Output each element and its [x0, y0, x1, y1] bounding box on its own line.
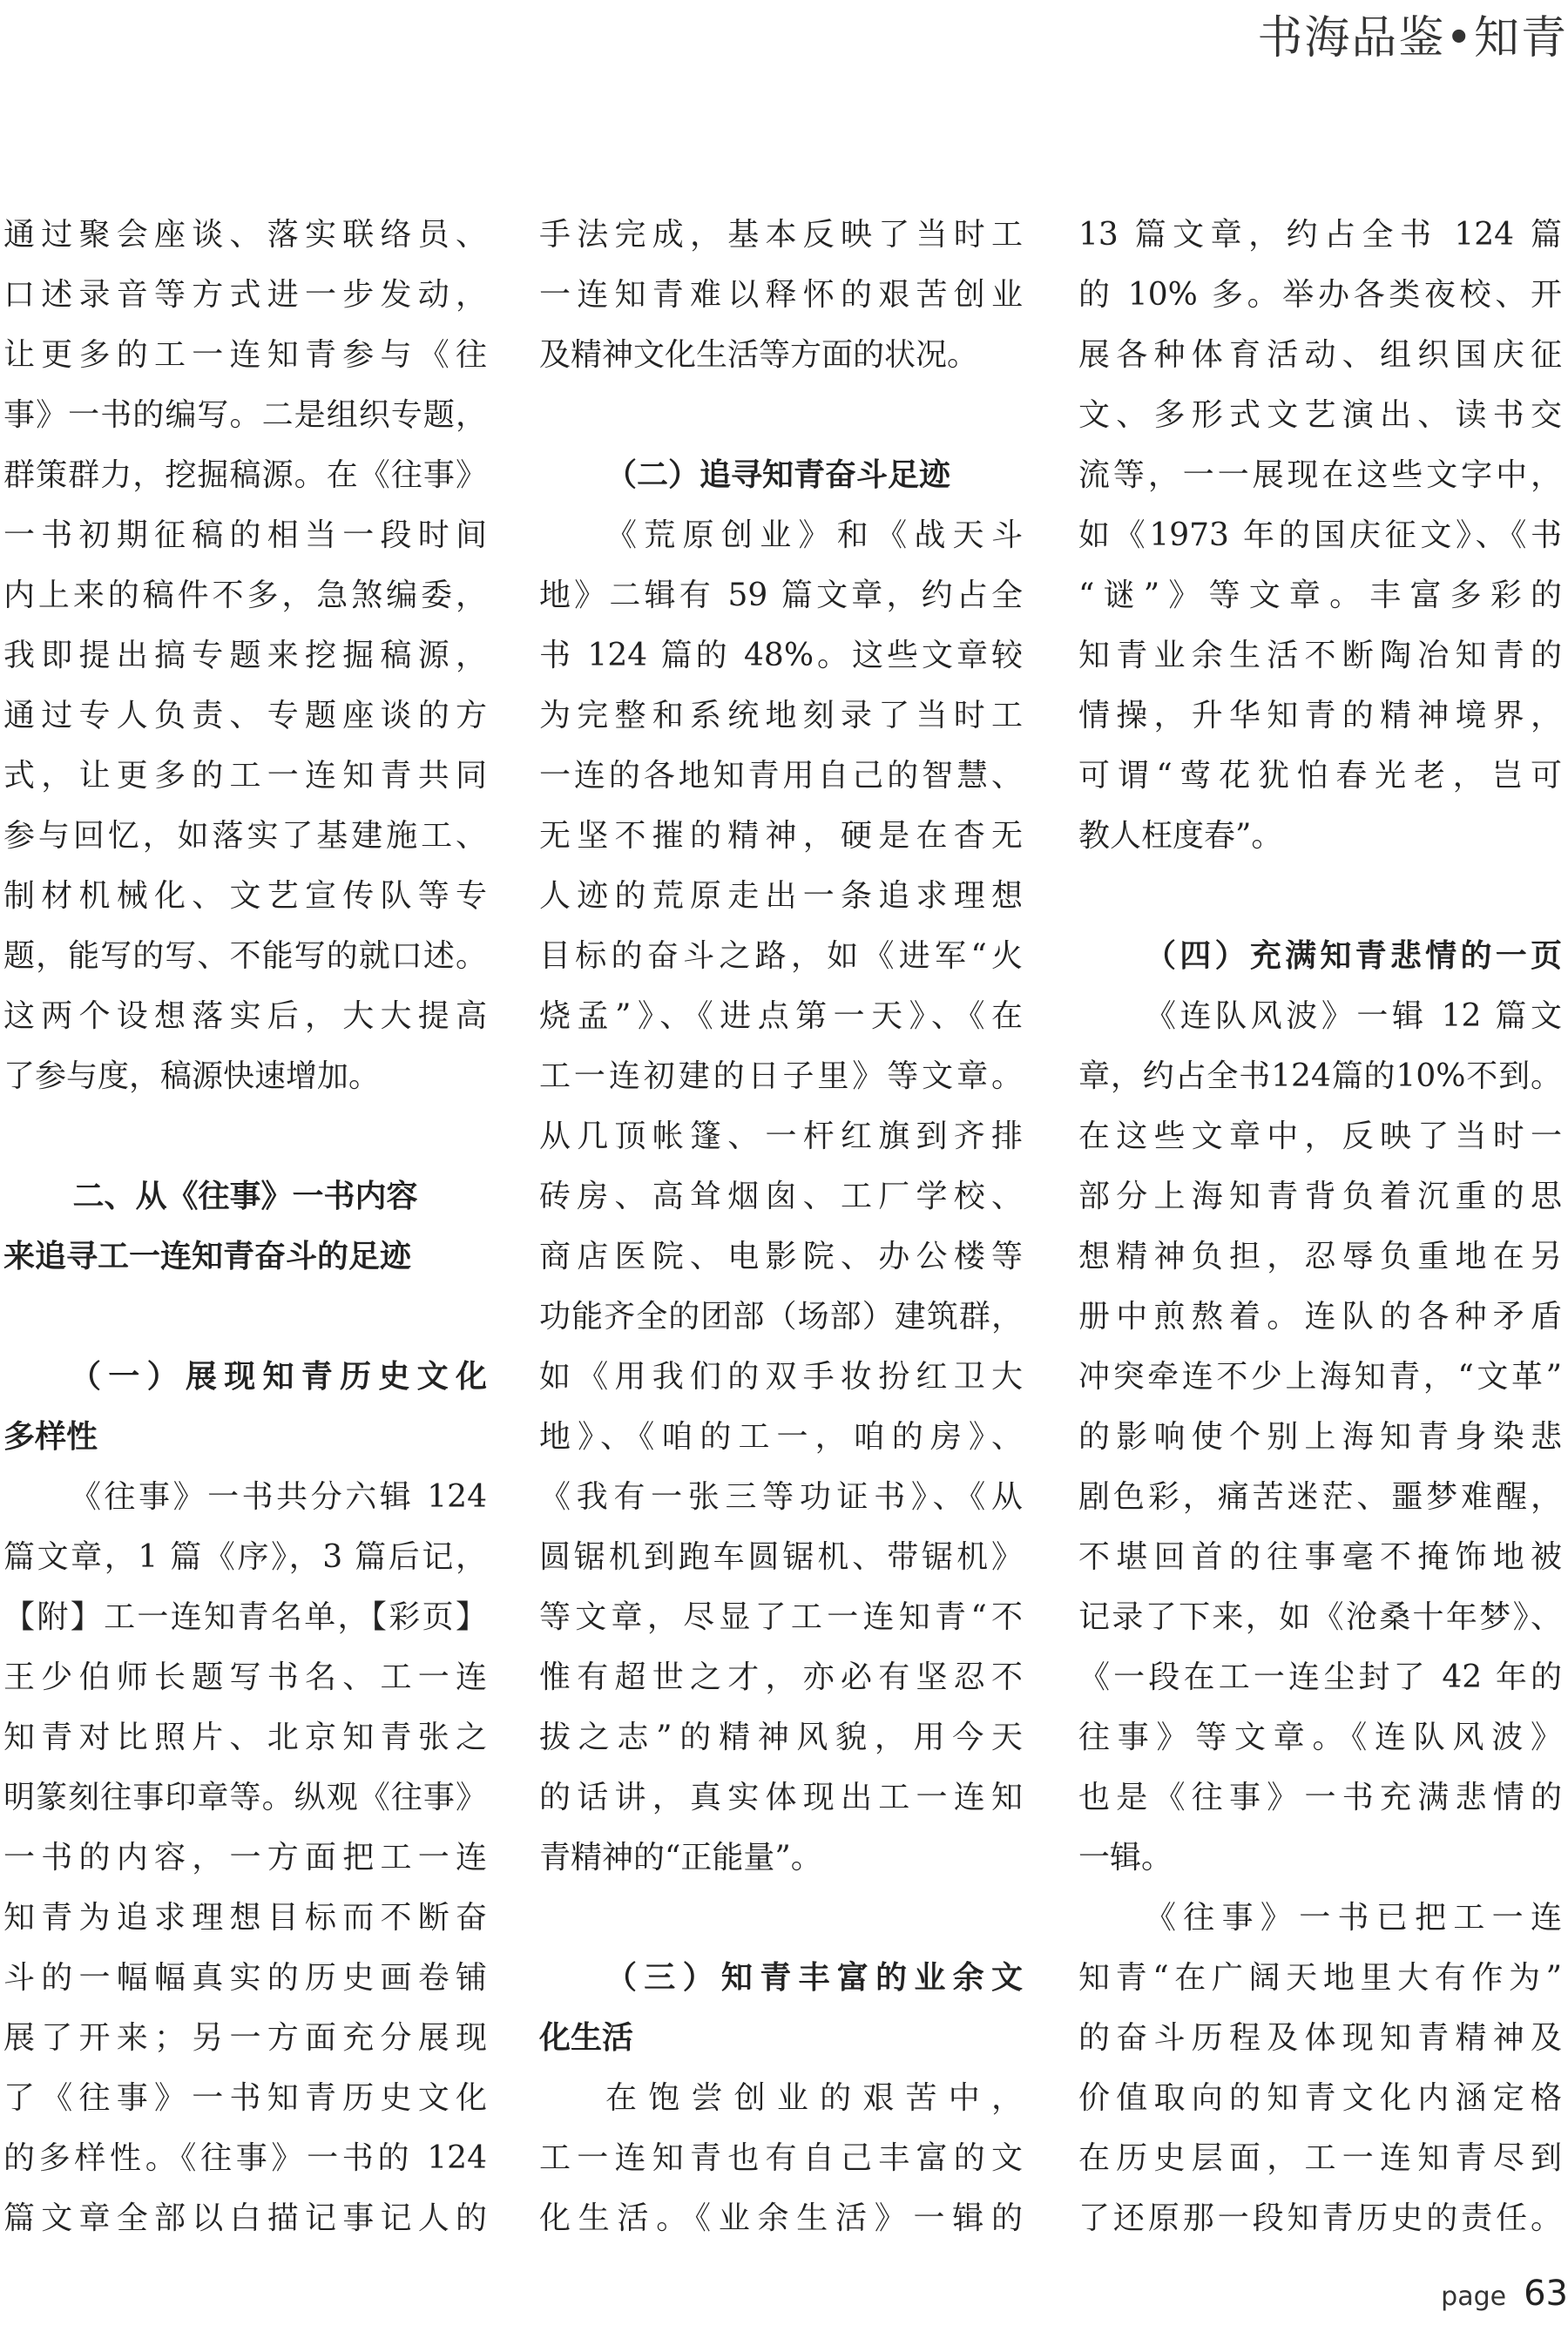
text-line: 青精神的“正能量”。 [539, 1840, 822, 1876]
section-heading-line: （三）知青丰富的业余文 [605, 1960, 1023, 1996]
text-line: 知青为追求理想目标而不断奋 [3, 1900, 487, 1936]
section-heading-line: 多样性 [3, 1419, 98, 1455]
text-line: 展各种体育活动、组织国庆征 [1078, 337, 1562, 373]
text-line: 群策群力，挖掘稿源。在《往事》 [3, 457, 487, 493]
page-footer [1441, 2274, 1568, 2317]
text-line: 知青业余生活不断陶冶知青的 [1078, 638, 1562, 673]
text-line: 可谓“莺花犹怕春光老，岂可 [1078, 758, 1562, 794]
text-line: 通过专人负责、专题座谈的方 [3, 698, 487, 733]
text-line: 情操，升华知青的精神境界， [1078, 698, 1562, 733]
page-label: page [1441, 2281, 1507, 2312]
text-line: 圆锯机到跑车圆锯机、带锯机》 [539, 1539, 1023, 1575]
text-line: 无坚不摧的精神，硬是在杳无 [539, 818, 1023, 854]
text-line: 的 10% 多。举办各类夜校、开 [1078, 277, 1562, 313]
text-line: 冲突牵连不少上海知青，“文革” [1078, 1359, 1562, 1395]
text-line: 工一连知青也有自己丰富的文 [539, 2140, 1023, 2176]
text-line: 《往事》一书共分六辑 124 [70, 1479, 487, 1515]
text-line: 从几顶帐篷、一杆红旗到齐排 [539, 1119, 1023, 1154]
text-line: 目标的奋斗之路，如《进军“火 [539, 938, 1023, 974]
text-line: 工一连初建的日子里》等文章。 [539, 1058, 1023, 1094]
text-line: “谜”》等文章。丰富多彩的 [1078, 578, 1562, 613]
text-line: 的话讲，真实体现出工一连知 [539, 1780, 1023, 1815]
section-heading-line: 来追寻工一连知青奋斗的足迹 [3, 1239, 412, 1274]
text-line: 展了开来；另一方面充分展现 [3, 2020, 487, 2056]
text-line: 化生活。《业余生活》一辑的 [539, 2200, 1023, 2236]
text-line: 册中煎熬着。连队的各种矛盾 [1078, 1299, 1562, 1335]
section-heading-line: （二）追寻知青奋斗足迹 [605, 457, 951, 493]
text-line: 《往事》一书已把工一连 [1145, 1900, 1562, 1936]
text-line: 人迹的荒原走出一条追求理想 [539, 878, 1023, 914]
text-line: 在历史层面，工一连知青尽到 [1078, 2140, 1562, 2176]
text-line: 《我有一张三等功证书》、《从 [539, 1479, 1023, 1515]
text-line: 拔之志”的精神风貌，用今天 [539, 1720, 1023, 1755]
text-line: 王少伯师长题写书名、工一连 [3, 1659, 487, 1695]
text-line: 了还原那一段知青历史的责任。 [1078, 2200, 1562, 2236]
text-line: 往事》等文章。《连队风波》 [1078, 1720, 1562, 1755]
text-line: 商店医院、电影院、办公楼等 [539, 1239, 1023, 1274]
text-line: 通过聚会座谈、落实联络员、 [3, 217, 487, 253]
text-line: 明篆刻往事印章等。纵观《往事》 [3, 1780, 487, 1815]
section-heading-line: （四）充满知青悲情的一页 [1145, 938, 1562, 974]
text-line: 《一段在工一连尘封了 42 年的 [1078, 1659, 1562, 1695]
text-line: 不堪回首的往事毫不掩饰地被 [1078, 1539, 1562, 1575]
text-line: 及精神文化生活等方面的状况。 [539, 337, 979, 373]
text-line: 内上来的稿件不多，急煞编委， [3, 578, 487, 613]
text-line: 剧色彩，痛苦迷茫、噩梦难醒， [1078, 1479, 1562, 1515]
text-line: 地》、《咱的工一，咱的房》、 [539, 1419, 1023, 1455]
text-line: 的奋斗历程及体现知青精神及 [1078, 2020, 1562, 2056]
text-line: 一辑。 [1078, 1840, 1173, 1876]
text-line: 一连的各地知青用自己的智慧、 [539, 758, 1023, 794]
text-line: 口述录音等方式进一步发动， [3, 277, 487, 313]
text-line: 等文章，尽显了工一连知青“不 [539, 1599, 1023, 1635]
text-line: 章，约占全书124篇的10%不到。 [1078, 1058, 1562, 1094]
text-line: 制材机械化、文艺宣传队等专 [3, 878, 487, 914]
text-line: 斗的一幅幅真实的历史画卷铺 [3, 1960, 487, 1996]
text-line: 流等，一一展现在这些文字中， [1078, 457, 1562, 493]
text-line: 一书初期征稿的相当一段时间 [3, 517, 487, 553]
page-number: 63 [1524, 2274, 1568, 2314]
section-heading-line: （一）展现知青历史文化 [70, 1359, 487, 1395]
text-line: 如《1973 年的国庆征文》、《书 [1078, 517, 1562, 553]
text-line: 书 124 篇的 48%。这些文章较 [539, 638, 1023, 673]
text-line: 价值取向的知青文化内涵定格 [1078, 2080, 1562, 2116]
text-line: 参与回忆，如落实了基建施工、 [3, 818, 487, 854]
text-line: 想精神负担，忍辱负重地在另 [1078, 1239, 1562, 1274]
text-column-2 [539, 205, 1023, 2248]
running-header: 书海品鉴•知青 [1257, 12, 1568, 64]
text-line: 烧孟”》、《进点第一天》、《在 [539, 998, 1023, 1034]
text-line: 让更多的工一连知青参与《往 [3, 337, 487, 373]
text-line: 在饱尝创业的艰苦中， [605, 2080, 1023, 2116]
text-line: 惟有超世之才，亦必有坚忍不 [539, 1659, 1023, 1695]
text-column-1 [3, 205, 487, 2248]
text-line: 一书的内容，一方面把工一连 [3, 1840, 487, 1876]
text-line: 我即提出搞专题来挖掘稿源， [3, 638, 487, 673]
text-line: 题，能写的写、不能写的就口述。 [3, 938, 487, 974]
text-line: 手法完成，基本反映了当时工 [539, 217, 1023, 253]
text-line: 的影响使个别上海知青身染悲 [1078, 1419, 1562, 1455]
text-line: 式，让更多的工一连知青共同 [3, 758, 487, 794]
text-line: 知青“在广阔天地里大有作为” [1078, 1960, 1562, 1996]
text-line: 这两个设想落实后，大大提高 [3, 998, 487, 1034]
section-heading-line: 化生活 [539, 2020, 634, 2056]
text-line: 一连知青难以释怀的艰苦创业 [539, 277, 1023, 313]
text-line: 为完整和系统地刻录了当时工 [539, 698, 1023, 733]
text-line: 功能齐全的团部（场部）建筑群， [539, 1299, 1023, 1335]
text-line: 文、多形式文艺演出、读书交 [1078, 397, 1562, 433]
text-line: 知青对比照片、北京知青张之 [3, 1720, 487, 1755]
text-line: 事》一书的编写。二是组织专题， [3, 397, 487, 433]
text-line: 13 篇文章，约占全书 124 篇 [1078, 217, 1562, 253]
text-line: 地》二辑有 59 篇文章，约占全 [539, 578, 1023, 613]
text-line: 如《用我们的双手妆扮红卫大 [539, 1359, 1023, 1395]
text-line: 【附】工一连知青名单，【彩页】 [3, 1599, 487, 1635]
text-line: 砖房、高耸烟囱、工厂学校、 [539, 1179, 1023, 1214]
text-column-3 [1078, 205, 1562, 2248]
text-line: 教人枉度春”。 [1078, 818, 1283, 854]
text-line: 了参与度，稿源快速增加。 [3, 1058, 381, 1094]
text-line: 篇文章，1 篇《序》，3 篇后记， [3, 1539, 487, 1575]
text-line: 部分上海知青背负着沉重的思 [1078, 1179, 1562, 1214]
text-line: 了《往事》一书知青历史文化 [3, 2080, 487, 2116]
text-line: 《连队风波》一辑 12 篇文 [1145, 998, 1562, 1034]
text-line: 记录了下来，如《沧桑十年梦》、 [1078, 1599, 1562, 1635]
text-line: 也是《往事》一书充满悲情的 [1078, 1780, 1562, 1815]
text-line: 的多样性。《往事》一书的 124 [3, 2140, 487, 2176]
text-line: 《荒原创业》和《战天斗 [605, 517, 1023, 553]
section-heading-line: 二、从《往事》一书内容 [72, 1179, 418, 1214]
text-line: 在这些文章中，反映了当时一 [1078, 1119, 1562, 1154]
text-line: 篇文章全部以白描记事记人的 [3, 2200, 487, 2236]
